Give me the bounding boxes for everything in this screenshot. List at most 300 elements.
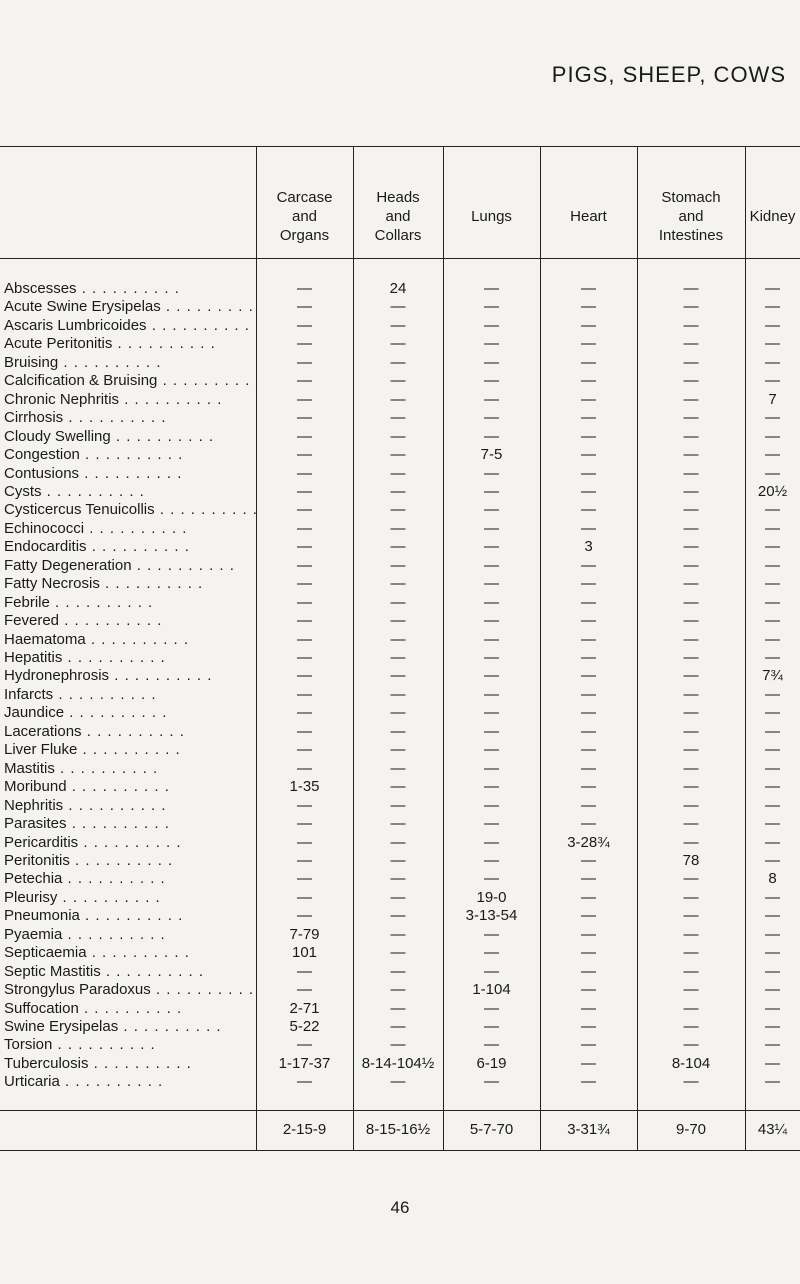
table-cell: — xyxy=(297,482,312,500)
table-cell: — xyxy=(484,944,499,962)
column-header: Heads and Collars xyxy=(374,189,422,244)
table-cell: — xyxy=(765,741,780,759)
table-cell: — xyxy=(297,649,312,666)
table-cell: — xyxy=(765,464,780,482)
table-cell: — xyxy=(581,427,596,445)
table-cell: — xyxy=(484,427,499,445)
table-cell: — xyxy=(390,685,406,703)
table-cell: — xyxy=(765,612,780,630)
page-number: 46 xyxy=(390,1198,410,1217)
table-cell: — xyxy=(765,962,780,980)
table-row xyxy=(0,760,800,778)
table-cell: 5-22 xyxy=(289,1018,320,1035)
table-cell: — xyxy=(581,907,596,925)
table-cell: — xyxy=(581,759,596,777)
table-cell: — xyxy=(484,704,499,722)
row-label: Pneumonia . . xyxy=(4,907,256,925)
header-bottom-rule xyxy=(0,258,800,259)
table-cell: — xyxy=(683,649,699,666)
table-cell: — xyxy=(683,501,699,519)
table-cell: — xyxy=(484,538,499,556)
table-cell: — xyxy=(683,593,699,611)
table-cell: — xyxy=(484,501,499,519)
table-cell: — xyxy=(683,722,699,740)
table-cell: — xyxy=(683,1018,699,1035)
table-cell: — xyxy=(297,538,312,556)
table-cell: — xyxy=(581,981,596,999)
table-cell: — xyxy=(390,427,406,445)
table-cell: — xyxy=(581,815,596,833)
row-label: Endocarditis . . xyxy=(4,538,256,556)
table-cell: — xyxy=(390,538,406,556)
row-label: Cirrhosis . . xyxy=(4,409,256,427)
table-cell: — xyxy=(765,815,780,833)
table-cell: — xyxy=(581,944,596,962)
table-cell: 78 xyxy=(682,851,700,869)
table-cell: — xyxy=(765,1036,780,1054)
table-cell: — xyxy=(581,962,596,980)
row-label: Pericarditis . . xyxy=(4,834,256,852)
table-cell: — xyxy=(297,519,312,537)
table-cell: — xyxy=(765,316,780,334)
table-cell: — xyxy=(683,427,699,445)
table-cell: — xyxy=(581,316,596,334)
total-cell: 5-7-70 xyxy=(469,1120,514,1138)
totals-top-rule xyxy=(0,1110,800,1111)
table-cell: — xyxy=(765,944,780,962)
table-cell: — xyxy=(581,280,596,297)
table-cell: 6-19 xyxy=(476,1054,507,1072)
table-cell: — xyxy=(683,999,699,1017)
row-label: Contusions . . xyxy=(4,465,256,483)
table-top-rule xyxy=(0,146,800,147)
table-cell: — xyxy=(390,778,406,796)
row-label: Moribund . . xyxy=(4,778,256,796)
row-label: Abscesses . . xyxy=(4,280,256,298)
row-label: Fatty Degeneration . . xyxy=(4,557,256,575)
table-row xyxy=(0,1000,800,1018)
table-cell: — xyxy=(581,1073,596,1091)
table-cell: — xyxy=(581,851,596,869)
table-cell: — xyxy=(581,870,596,888)
table-cell: — xyxy=(683,482,699,500)
table-cell: — xyxy=(390,612,406,630)
table-cell: — xyxy=(390,815,406,833)
table-cell: — xyxy=(484,962,499,980)
table-cell: — xyxy=(765,575,780,593)
table-row xyxy=(0,926,800,944)
column-rule xyxy=(443,146,444,1150)
table-cell: — xyxy=(484,575,499,593)
table-cell: — xyxy=(297,741,312,759)
table-cell: — xyxy=(581,778,596,796)
table-cell: — xyxy=(297,612,312,630)
table-row xyxy=(0,409,800,427)
table-cell: 7-79 xyxy=(289,925,320,943)
table-cell: — xyxy=(390,649,406,666)
table-row xyxy=(0,704,800,722)
table-cell: — xyxy=(484,482,499,500)
table-cell: — xyxy=(390,925,406,943)
table-cell: — xyxy=(765,280,780,297)
table-cell: — xyxy=(581,593,596,611)
table-cell: — xyxy=(484,519,499,537)
total-cell: 2-15-9 xyxy=(282,1120,327,1138)
table-cell: — xyxy=(683,944,699,962)
table-cell: — xyxy=(297,409,312,427)
table-cell: — xyxy=(484,630,499,648)
table-cell: — xyxy=(683,298,699,316)
table-cell: — xyxy=(297,1073,312,1091)
table-cell: — xyxy=(683,612,699,630)
table-cell: — xyxy=(765,704,780,722)
table-cell: — xyxy=(581,482,596,500)
table-cell: 2-71 xyxy=(289,999,320,1017)
table-cell: — xyxy=(581,1054,596,1072)
table-cell: — xyxy=(484,999,499,1017)
table-cell: — xyxy=(484,612,499,630)
table-cell: — xyxy=(683,667,699,685)
table-cell: — xyxy=(765,981,780,999)
table-cell: — xyxy=(297,575,312,593)
table-cell: — xyxy=(390,722,406,740)
table-cell: — xyxy=(390,851,406,869)
table-cell: — xyxy=(683,390,699,408)
table-cell: — xyxy=(484,667,499,685)
table-cell: — xyxy=(484,833,499,851)
table-cell: — xyxy=(390,759,406,777)
table-cell: — xyxy=(683,446,699,464)
table-row xyxy=(0,667,800,685)
table-row xyxy=(0,354,800,372)
table-cell: — xyxy=(390,796,406,814)
table-cell: — xyxy=(297,1036,312,1054)
table-cell: — xyxy=(765,999,780,1017)
table-row xyxy=(0,1055,800,1073)
row-label: Swine Erysipelas . . xyxy=(4,1018,256,1036)
table-cell: — xyxy=(581,1018,596,1035)
table-row xyxy=(0,963,800,981)
column-rule xyxy=(745,146,746,1150)
row-label: Petechia . . xyxy=(4,870,256,888)
table-cell: — xyxy=(765,907,780,925)
table-cell: 20½ xyxy=(757,482,788,500)
table-cell: — xyxy=(581,501,596,519)
table-cell: — xyxy=(390,944,406,962)
row-label: Chronic Nephritis . . xyxy=(4,391,256,409)
row-label: Febrile . . xyxy=(4,594,256,612)
table-cell: — xyxy=(390,575,406,593)
table-cell: 3 xyxy=(584,538,593,556)
table-cell: — xyxy=(484,390,499,408)
table-cell: — xyxy=(683,353,699,371)
table-row xyxy=(0,446,800,464)
table-cell: 7¾ xyxy=(762,667,783,685)
column-rule xyxy=(637,146,638,1150)
table-cell: — xyxy=(683,335,699,353)
table-cell: — xyxy=(390,409,406,427)
table-row xyxy=(0,557,800,575)
total-cell: 3-31¾ xyxy=(567,1120,610,1138)
table-cell: — xyxy=(297,556,312,574)
table-row xyxy=(0,723,800,741)
table-cell: 1-104 xyxy=(472,981,511,999)
table-cell: — xyxy=(683,925,699,943)
table-cell: — xyxy=(390,372,406,390)
row-label: Calcification & Bruising . . xyxy=(4,372,256,390)
table-cell: — xyxy=(297,316,312,334)
total-cell: 43¼ xyxy=(757,1120,788,1138)
table-cell: — xyxy=(683,907,699,925)
table-cell: — xyxy=(683,741,699,759)
table-cell: — xyxy=(297,298,312,316)
table-row xyxy=(0,1073,800,1091)
row-label: Fevered . . xyxy=(4,612,256,630)
table-row xyxy=(0,538,800,556)
table-cell: — xyxy=(581,685,596,703)
table-cell: — xyxy=(765,501,780,519)
table-cell: — xyxy=(581,999,596,1017)
row-label: Strongylus Paradoxus . . xyxy=(4,981,256,999)
table-cell: — xyxy=(683,575,699,593)
table-cell: — xyxy=(765,630,780,648)
table-cell: — xyxy=(581,556,596,574)
table-cell: — xyxy=(390,981,406,999)
table-row xyxy=(0,501,800,519)
column-rule xyxy=(353,146,354,1150)
table-cell: — xyxy=(765,593,780,611)
table-cell: — xyxy=(390,999,406,1017)
table-cell: — xyxy=(765,1073,780,1091)
table-cell: — xyxy=(581,1036,596,1054)
table-cell: — xyxy=(683,630,699,648)
table-cell: — xyxy=(390,482,406,500)
table-cell: — xyxy=(390,962,406,980)
table-cell: — xyxy=(683,759,699,777)
totals-bottom-rule xyxy=(0,1150,800,1151)
table-cell: — xyxy=(683,519,699,537)
row-label: Ascaris Lumbricoides . . xyxy=(4,317,256,335)
row-label: Fatty Necrosis . . xyxy=(4,575,256,593)
table-cell: — xyxy=(683,833,699,851)
table-cell: — xyxy=(390,298,406,316)
table-cell: — xyxy=(581,372,596,390)
column-header: Lungs xyxy=(471,208,512,225)
table-row xyxy=(0,889,800,907)
table-cell: — xyxy=(484,1073,499,1091)
column-rule xyxy=(256,146,257,1150)
table-row xyxy=(0,317,800,335)
table-cell: — xyxy=(297,685,312,703)
table-cell: — xyxy=(484,685,499,703)
table-row xyxy=(0,981,800,999)
table-cell: — xyxy=(484,815,499,833)
table-cell: 7-5 xyxy=(480,446,503,464)
table-cell: — xyxy=(683,280,699,297)
table-row xyxy=(0,907,800,925)
table-row xyxy=(0,483,800,501)
table-cell: — xyxy=(765,1018,780,1035)
row-label: Septic Mastitis . . xyxy=(4,963,256,981)
table-cell: — xyxy=(390,316,406,334)
table-cell: — xyxy=(765,685,780,703)
row-label: Congestion . . xyxy=(4,446,256,464)
table-cell: — xyxy=(765,538,780,556)
table-cell: — xyxy=(765,409,780,427)
table-cell: — xyxy=(390,390,406,408)
row-label: Lacerations . . xyxy=(4,723,256,741)
table-cell: — xyxy=(683,981,699,999)
table-cell: — xyxy=(581,667,596,685)
table-cell: — xyxy=(297,446,312,464)
table-cell: — xyxy=(765,649,780,666)
table-cell: — xyxy=(390,593,406,611)
table-cell: — xyxy=(297,390,312,408)
table-cell: — xyxy=(390,353,406,371)
table-cell: — xyxy=(297,704,312,722)
row-label: Septicaemia . . xyxy=(4,944,256,962)
table-row xyxy=(0,649,800,667)
table-row xyxy=(0,372,800,390)
table-cell: — xyxy=(765,1054,780,1072)
table-cell: — xyxy=(484,759,499,777)
table-cell: — xyxy=(297,833,312,851)
row-label: Urticaria . . xyxy=(4,1073,256,1091)
table-row xyxy=(0,797,800,815)
table-cell: — xyxy=(390,1018,406,1035)
table-row xyxy=(0,428,800,446)
table-cell: — xyxy=(390,833,406,851)
table-row xyxy=(0,1018,800,1036)
table-cell: — xyxy=(683,778,699,796)
column-header: Carcase and Organs xyxy=(276,189,333,244)
table-row xyxy=(0,741,800,759)
table-row xyxy=(0,465,800,483)
table-cell: — xyxy=(581,446,596,464)
table-cell: — xyxy=(765,298,780,316)
table-row xyxy=(0,280,800,298)
table-cell: 24 xyxy=(389,280,407,297)
column-header: Kidney xyxy=(749,208,796,225)
table-cell: — xyxy=(581,925,596,943)
row-label: Hydronephrosis . . xyxy=(4,667,256,685)
table-cell: — xyxy=(765,722,780,740)
table-cell: 19-0 xyxy=(476,888,507,906)
table-cell: — xyxy=(297,593,312,611)
table-cell: — xyxy=(581,649,596,666)
table-cell: — xyxy=(297,501,312,519)
table-cell: — xyxy=(765,888,780,906)
table-cell: — xyxy=(581,409,596,427)
table-cell: — xyxy=(683,1036,699,1054)
table-cell: — xyxy=(297,759,312,777)
table-cell: — xyxy=(390,630,406,648)
table-cell: — xyxy=(581,630,596,648)
table-cell: — xyxy=(581,390,596,408)
table-cell: — xyxy=(765,353,780,371)
total-cell: 8-15-16½ xyxy=(365,1120,431,1138)
table-row xyxy=(0,834,800,852)
table-row xyxy=(0,594,800,612)
table-row xyxy=(0,631,800,649)
table-cell: — xyxy=(484,464,499,482)
table-cell: — xyxy=(683,962,699,980)
table-cell: — xyxy=(581,335,596,353)
table-cell: — xyxy=(297,870,312,888)
table-cell: — xyxy=(765,778,780,796)
table-cell: — xyxy=(297,722,312,740)
table-row xyxy=(0,852,800,870)
row-label: Cloudy Swelling . . xyxy=(4,428,256,446)
table-cell: — xyxy=(390,556,406,574)
table-cell: — xyxy=(297,372,312,390)
table-cell: — xyxy=(390,704,406,722)
table-cell: — xyxy=(390,870,406,888)
table-cell: — xyxy=(390,335,406,353)
table-cell: — xyxy=(581,796,596,814)
table-cell: — xyxy=(484,778,499,796)
table-row xyxy=(0,815,800,833)
table-row xyxy=(0,944,800,962)
row-label: Acute Swine Erysipelas . . xyxy=(4,298,256,316)
row-label: Jaundice . . xyxy=(4,704,256,722)
table-cell: — xyxy=(390,667,406,685)
table-cell: — xyxy=(484,316,499,334)
table-cell: — xyxy=(484,298,499,316)
table-cell: — xyxy=(581,353,596,371)
table-cell: — xyxy=(390,501,406,519)
table-cell: — xyxy=(683,870,699,888)
table-cell: — xyxy=(581,575,596,593)
table-cell: — xyxy=(765,851,780,869)
table-cell: — xyxy=(683,372,699,390)
table-cell: 3-13-54 xyxy=(465,907,518,925)
table-cell: — xyxy=(297,962,312,980)
table-row xyxy=(0,612,800,630)
table-cell: — xyxy=(297,427,312,445)
table-row xyxy=(0,298,800,316)
table-row xyxy=(0,335,800,353)
table-cell: — xyxy=(297,630,312,648)
column-header: Heart xyxy=(570,208,607,225)
table-cell: — xyxy=(390,1073,406,1091)
table-cell: — xyxy=(581,888,596,906)
table-cell: — xyxy=(765,372,780,390)
column-rule xyxy=(540,146,541,1150)
table-cell: — xyxy=(484,353,499,371)
table-cell: — xyxy=(765,446,780,464)
table-cell: — xyxy=(765,427,780,445)
table-cell: — xyxy=(581,519,596,537)
row-label: Haematoma . . xyxy=(4,631,256,649)
table-row xyxy=(0,778,800,796)
table-cell: — xyxy=(484,796,499,814)
table-row xyxy=(0,686,800,704)
table-cell: — xyxy=(581,612,596,630)
row-label: Tuberculosis . . xyxy=(4,1055,256,1073)
table-cell: — xyxy=(484,1018,499,1035)
table-cell: — xyxy=(484,649,499,666)
table-cell: — xyxy=(581,722,596,740)
table-cell: — xyxy=(297,464,312,482)
total-cell: 9-70 xyxy=(675,1120,707,1138)
table-cell: — xyxy=(581,704,596,722)
table-cell: — xyxy=(484,1036,499,1054)
table-cell: — xyxy=(297,851,312,869)
table-cell: 8 xyxy=(768,870,777,888)
table-cell: — xyxy=(765,833,780,851)
table-cell: — xyxy=(765,556,780,574)
